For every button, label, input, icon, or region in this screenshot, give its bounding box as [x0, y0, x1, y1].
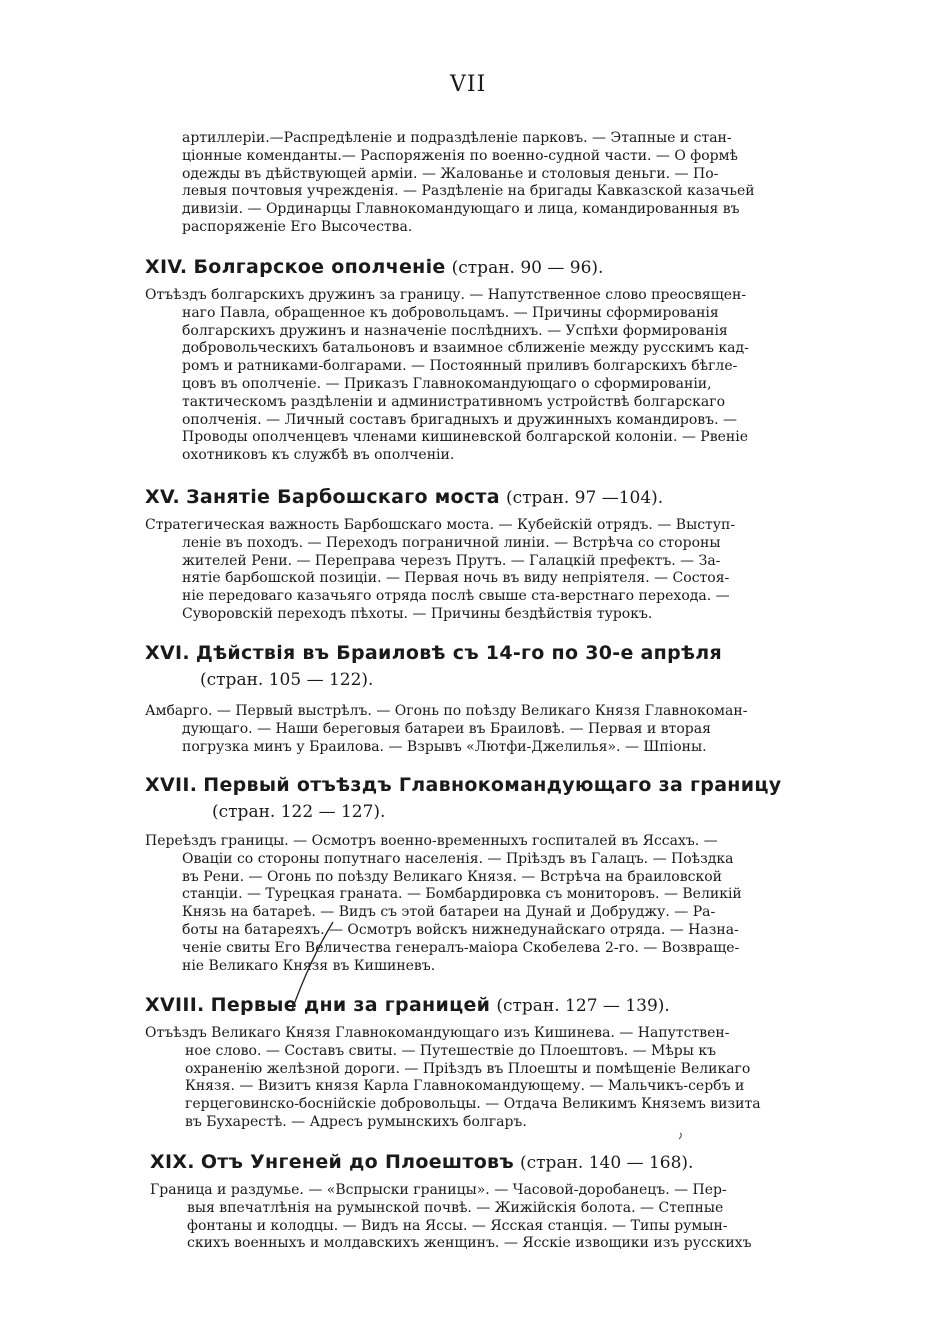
text-line: боты на батареяхъ. — Осмотръ войскъ нижнедунайскаго отряда. — Назна- [182, 921, 739, 938]
text-line: Амбарго. — Первый выстрѣлъ. — Огонь по поѣзду Великаго Князя Главнокоман- [145, 703, 748, 719]
text-line: Стратегическая важность Барбошскаго моста. — Кубейскій отрядъ. — Выступ- [145, 517, 736, 533]
text-line: нятіе барбошской позиціи. — Первая ночь въ виду непріятеля. — Состоя- [182, 570, 730, 587]
section-title: Первый отъѣздъ Главнокомандующаго за границу [203, 774, 782, 796]
text-line: Отъѣздъ болгарскихъ дружинъ за границу. — Напутственное слово преосвящен- [145, 287, 747, 303]
text-line: Князя. — Визитъ князя Карла Главнокомандующему. — Мальчикъ-сербъ и [185, 1078, 745, 1095]
section-summary-xiv [145, 287, 787, 465]
section-number: XIX. [150, 1151, 195, 1173]
text-line: фонтаны и колодцы. — Видъ на Яссы. — Ясская станція. — Типы румын- [187, 1217, 728, 1234]
text-line: Переѣздъ границы. — Осмотръ военно-временныхъ госпиталей въ Яссахъ. — [145, 833, 718, 849]
text-line: ополченія. — Личный составъ бригадныхъ и дружинныхъ командировъ. — [182, 411, 737, 428]
text-line: Проводы ополченцевъ членами кишиневской болгарской колоніи. — Рвеніе [182, 429, 748, 446]
section-heading-xviii [145, 993, 670, 1018]
text-line: ціонные коменданты.— Распоряженія по военно-судной части. — О формѣ [182, 147, 738, 164]
text-line: распоряженіе Его Высочества. [182, 218, 413, 235]
text-line: охраненію желѣзной дороги. — Пріѣздъ въ Плоешты и помѣщеніе Великаго [185, 1060, 751, 1077]
text-line: ромъ и ратниками-болгарами. — Постоянный приливъ болгарскихъ бѣгле- [182, 358, 738, 375]
text-line: болгарскихъ дружинъ и назначеніе послѣднихъ. — Успѣхи формированія [182, 322, 728, 339]
text-line: одежды въ дѣйствующей арміи. — Жалованье и столовыя деньги. — По- [182, 165, 719, 182]
text-line: дующаго. — Наши береговыя батареи въ Браиловѣ. — Первая и вторая [182, 720, 711, 737]
text-line: Оваціи со стороны попутнаго населенія. — Пріѣздъ въ Галацъ. — Поѣздка [182, 850, 734, 867]
text-line: скихъ военныхъ и молдавскихъ женщинъ. — Ясскіе извощики изъ русскихъ [187, 1235, 752, 1252]
text-line: Князь на батареѣ. — Видъ съ этой батареи на Дунай и Добруджу. — Ра- [182, 904, 716, 921]
text-line: ніе передоваго казачьяго отряда послѣ свыше ста-верстнаго перехода. — [182, 588, 730, 605]
section-number: XVII. [145, 774, 198, 796]
section-number: XV. [145, 486, 181, 508]
section-title: Болгарское ополченіе [193, 256, 446, 278]
text-line: герцеговинско-боснійскіе добровольцы. — Отдача Великимъ Княземъ визита [185, 1096, 761, 1113]
section-heading-xiv [145, 255, 603, 280]
text-line: дивизіи. — Ординарцы Главнокомандующаго и лица, командированныя въ [182, 201, 740, 218]
section-pages: (стран. 105 — 122). [200, 670, 374, 690]
text-line: артиллеріи.—Распредѣленіе и подраздѣленіе парковъ. — Этапные и стан- [182, 130, 732, 146]
text-line: ное слово. — Составъ свиты. — Путешествіе до Плоештовъ. — Мѣры къ [185, 1042, 717, 1059]
section-heading-xix [150, 1150, 693, 1175]
text-line: добровольческихъ батальоновъ и взаимное сближеніе между русскимъ кад- [182, 340, 749, 357]
section-pages: (стран. 97 —104). [505, 488, 664, 508]
text-line: Суворовскій переходъ пѣхоты. — Причины бездѣйствія турокъ. [182, 605, 653, 622]
section-heading-xv [145, 485, 663, 510]
section-pages: (стран. 127 — 139). [496, 996, 670, 1016]
section-pages: (стран. 140 — 168). [520, 1153, 694, 1173]
text-line: погрузка минъ у Браилова. — Взрывъ «Лютфи-Джелилья». — Шпіоны. [182, 738, 707, 755]
section-summary-xvii [145, 833, 787, 975]
text-line: ніе Великаго Князя въ Кишиневъ. [182, 957, 436, 974]
text-line: охотниковъ къ службѣ въ ополченіи. [182, 447, 455, 464]
text-line: цовъ въ ополченіе. — Приказъ Главнокомандующаго о сформированіи, [182, 375, 712, 392]
text-line: левыя почтовыя учрежденія. — Раздѣленіе на бригады Кавказской казачьей [182, 183, 755, 200]
stray-mark [679, 1133, 681, 1139]
section-summary-xviii [145, 1025, 790, 1132]
page-number: VII [450, 72, 487, 97]
section-summary-xvi [145, 703, 787, 756]
text-line: жителей Рени. — Переправа черезъ Прутъ. — Галацкій префектъ. — За- [182, 552, 721, 569]
section-title: Дѣйствія въ Браиловѣ съ 14-го по 30-е апрѣля [195, 642, 722, 664]
text-line: тактическомъ раздѣленіи и административномъ устройствѣ болгарскаго [182, 393, 725, 410]
section-heading-xvii [145, 773, 781, 824]
section-number: XVI. [145, 642, 190, 664]
text-line: ченіе свиты Его Величества генералъ-маіора Скобелева 2-го. — Возвраще- [182, 939, 740, 956]
text-line: въ Бухарестѣ. — Адресъ румынскихъ болгаръ. [185, 1113, 527, 1130]
section-number: XIV. [145, 256, 188, 278]
text-line: леніе въ походъ. — Переходъ пограничной линіи. — Встрѣча со стороны [182, 534, 721, 551]
intro-paragraph [182, 130, 787, 237]
section-summary-xv [145, 517, 787, 624]
section-summary-xix [150, 1182, 792, 1253]
section-title: Занятіе Барбошскаго моста [186, 486, 500, 508]
text-line: Отъѣздъ Великаго Князя Главнокомандующаго изъ Кишинева. — Напутствен- [145, 1025, 730, 1041]
text-line: выя впечатлѣнія на румынской почвѣ. — Жижійскія болота. — Степные [187, 1199, 724, 1216]
section-number: XVIII. [145, 994, 205, 1016]
text-line: Граница и раздумье. — «Вспрыски границы». — Часовой-доробанецъ. — Пер- [150, 1182, 727, 1198]
section-heading-xvi [145, 641, 722, 692]
section-title: Отъ Унгеней до Плоештовъ [200, 1151, 514, 1173]
section-title: Первые дни за границей [210, 994, 491, 1016]
text-line: наго Павла, обращенное къ добровольцамъ. — Причины сформированія [182, 304, 719, 321]
section-pages: (стран. 90 — 96). [451, 258, 604, 278]
section-pages: (стран. 122 — 127). [212, 802, 386, 822]
text-line: въ Рени. — Огонь по поѣзду Великаго Князя. — Встрѣча на браиловской [182, 868, 722, 885]
text-line: станціи. — Турецкая граната. — Бомбардировка съ мониторовъ. — Великій [182, 886, 742, 903]
